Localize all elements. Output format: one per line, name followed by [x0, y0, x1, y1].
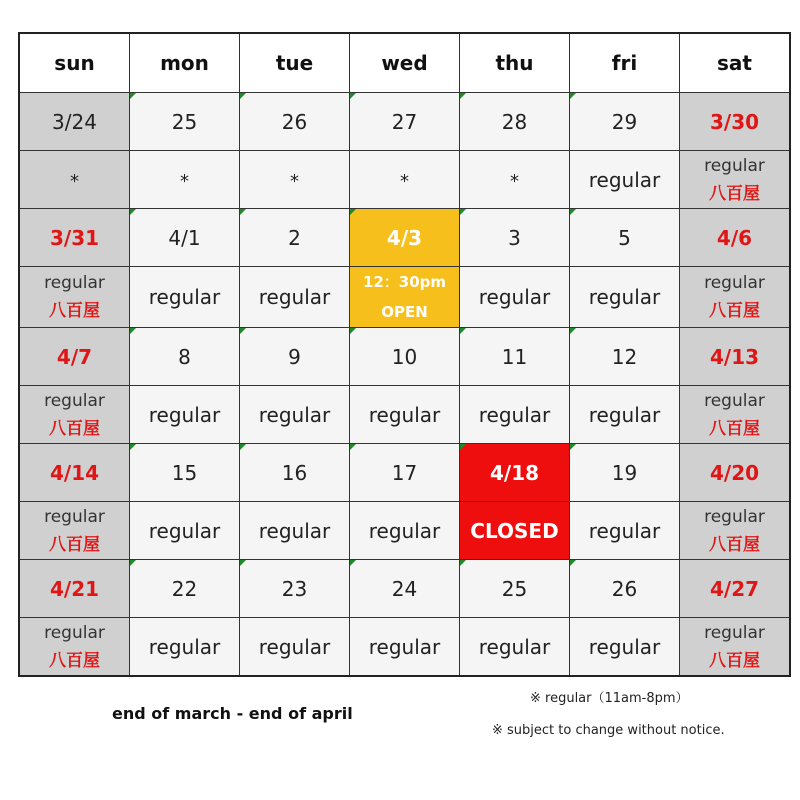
date-label: 2 [288, 225, 301, 250]
date-cell[interactable] [570, 444, 680, 502]
date-label: 8 [178, 344, 191, 369]
asterisk-marker: * [180, 170, 189, 192]
date-cell[interactable] [570, 93, 680, 151]
corner-marker-icon [130, 444, 136, 450]
schedule-cell [350, 151, 460, 209]
regular-label: regular [258, 402, 331, 427]
date-label: 29 [611, 109, 638, 134]
date-label: 28 [501, 109, 528, 134]
date-label: 10 [391, 344, 418, 369]
corner-marker-icon [460, 444, 466, 450]
corner-marker-icon [350, 328, 356, 334]
date-cell[interactable]: 3/31 [19, 209, 130, 267]
date-cell[interactable] [240, 444, 350, 502]
date-label: 9 [288, 344, 301, 369]
schedule-cell [240, 502, 350, 560]
regular-label: regular [588, 634, 661, 659]
asterisk-marker: * [400, 170, 409, 192]
schedule-cell [460, 151, 570, 209]
date-cell[interactable] [240, 209, 350, 267]
date-label: 15 [171, 460, 198, 485]
date-cell[interactable]: 3/30 [680, 93, 791, 151]
regular-label: regular [44, 622, 105, 643]
regular-label: regular [368, 518, 441, 543]
corner-marker-icon [240, 444, 246, 450]
change-notice: ※ subject to change without notice. [492, 723, 725, 738]
date-cell[interactable] [460, 560, 570, 618]
date-cell[interactable] [130, 93, 240, 151]
date-row [19, 209, 790, 267]
date-label: 4/1 [168, 225, 201, 250]
date-label: 11 [501, 344, 528, 369]
greengrocer-label: 八百屋 [49, 534, 100, 555]
date-cell[interactable]: 4/6 [680, 209, 791, 267]
greengrocer-label: 八百屋 [709, 650, 760, 671]
corner-marker-icon [240, 209, 246, 215]
date-label: 26 [281, 109, 308, 134]
date-cell[interactable] [460, 209, 570, 267]
regular-label: regular [588, 518, 661, 543]
schedule-row [19, 502, 790, 560]
date-cell[interactable] [350, 560, 460, 618]
date-cell[interactable] [460, 444, 570, 502]
corner-marker-icon [350, 93, 356, 99]
corner-marker-icon [130, 209, 136, 215]
regular-label: regular [704, 390, 765, 411]
date-label: 19 [611, 460, 638, 485]
corner-marker-icon [240, 93, 246, 99]
date-cell[interactable] [570, 328, 680, 386]
date-label: 26 [611, 576, 638, 601]
date-label: 25 [171, 109, 198, 134]
schedule-cell [570, 502, 680, 560]
weekday-header-sun: sun [19, 33, 130, 93]
date-cell[interactable] [570, 209, 680, 267]
regular-label: regular [148, 518, 221, 543]
corner-marker-icon [130, 328, 136, 334]
greengrocer-label: 八百屋 [709, 183, 760, 204]
weekday-header-thu: thu [460, 33, 570, 93]
corner-marker-icon [350, 560, 356, 566]
open-label: OPEN [381, 303, 428, 321]
date-cell[interactable] [350, 444, 460, 502]
date-label: 12 [611, 344, 638, 369]
regular-label: regular [704, 273, 765, 293]
date-cell[interactable]: 4/14 [19, 444, 130, 502]
weekday-header-mon: mon [130, 33, 240, 93]
date-cell[interactable] [240, 560, 350, 618]
schedule-cell [130, 618, 240, 677]
regular-label: regular [704, 155, 765, 176]
date-cell[interactable] [350, 209, 460, 267]
corner-marker-icon [460, 93, 466, 99]
regular-hours-note: ※ regular（11am-8pm） [530, 691, 689, 706]
regular-label: regular [148, 402, 221, 427]
date-cell[interactable] [240, 328, 350, 386]
regular-label: regular [148, 634, 221, 659]
date-cell[interactable] [460, 328, 570, 386]
corner-marker-icon [350, 209, 356, 215]
regular-label: regular [588, 285, 661, 309]
schedule-cell [570, 151, 680, 209]
calendar-grid [18, 32, 791, 677]
corner-marker-icon [570, 444, 576, 450]
schedule-cell [350, 386, 460, 444]
schedule-cell [240, 267, 350, 328]
date-cell[interactable] [130, 444, 240, 502]
date-label: 5 [618, 225, 631, 250]
schedule-cell [19, 386, 130, 444]
date-label: 27 [391, 109, 418, 134]
corner-marker-icon [130, 560, 136, 566]
regular-label: regular [44, 506, 105, 527]
date-cell[interactable] [350, 93, 460, 151]
asterisk-marker: * [510, 170, 519, 192]
schedule-cell [570, 386, 680, 444]
corner-marker-icon [350, 444, 356, 450]
schedule-cell [19, 618, 130, 677]
date-label: 17 [391, 460, 418, 485]
date-cell[interactable] [130, 209, 240, 267]
schedule-cell [350, 618, 460, 677]
date-cell[interactable]: 4/20 [680, 444, 791, 502]
schedule-cell [570, 267, 680, 328]
open-time-label: 12：30pm [362, 273, 447, 291]
date-cell[interactable] [240, 93, 350, 151]
date-cell[interactable] [570, 560, 680, 618]
corner-marker-icon [570, 209, 576, 215]
corner-marker-icon [570, 328, 576, 334]
date-label: 25 [501, 576, 528, 601]
period-caption: end of march - end of april [112, 704, 353, 723]
schedule-cell [19, 267, 130, 328]
schedule-cell [460, 502, 570, 560]
regular-label: regular [588, 402, 661, 427]
schedule-cell [130, 151, 240, 209]
weekday-header-sat: sat [680, 33, 791, 93]
regular-label: regular [478, 285, 551, 309]
date-cell[interactable] [460, 93, 570, 151]
corner-marker-icon [130, 93, 136, 99]
greengrocer-label: 八百屋 [49, 650, 100, 671]
schedule-row [19, 386, 790, 444]
date-label: 22 [171, 576, 198, 601]
regular-label: regular [704, 622, 765, 643]
schedule-cell [680, 618, 791, 677]
date-cell[interactable] [350, 328, 460, 386]
weekday-header-wed: wed [350, 33, 460, 93]
corner-marker-icon [460, 328, 466, 334]
regular-label: regular [368, 402, 441, 427]
regular-label: regular [478, 634, 551, 659]
schedule-cell [240, 151, 350, 209]
regular-label: regular [148, 285, 221, 309]
date-label: 3 [508, 225, 521, 250]
date-label: 4/18 [489, 460, 540, 485]
regular-label: regular [44, 273, 105, 293]
date-cell[interactable]: 3/24 [19, 93, 130, 151]
schedule-cell [460, 386, 570, 444]
regular-label: regular [258, 285, 331, 309]
schedule-cell [680, 267, 791, 328]
schedule-cell [130, 502, 240, 560]
date-cell[interactable]: 4/27 [680, 560, 791, 618]
date-label: 23 [281, 576, 308, 601]
schedule-cell [570, 618, 680, 677]
asterisk-marker: * [290, 170, 299, 192]
date-label: 4/3 [386, 225, 423, 250]
date-row [19, 328, 790, 386]
corner-marker-icon [570, 93, 576, 99]
date-label: 16 [281, 460, 308, 485]
schedule-cell [130, 267, 240, 328]
weekday-header-fri: fri [570, 33, 680, 93]
date-cell[interactable] [130, 328, 240, 386]
corner-marker-icon [460, 209, 466, 215]
schedule-cell [240, 386, 350, 444]
regular-label: regular [588, 167, 661, 192]
weekday-header-tue: tue [240, 33, 350, 93]
schedule-cell [460, 267, 570, 328]
asterisk-marker: * [70, 170, 79, 192]
greengrocer-label: 八百屋 [709, 301, 760, 321]
schedule-cell [680, 502, 791, 560]
regular-label: regular [258, 634, 331, 659]
schedule-cell [19, 502, 130, 560]
schedule-row [19, 618, 790, 677]
regular-label: regular [478, 402, 551, 427]
corner-marker-icon [570, 560, 576, 566]
date-cell[interactable]: 4/21 [19, 560, 130, 618]
schedule-row [19, 151, 790, 209]
schedule-cell [460, 618, 570, 677]
greengrocer-label: 八百屋 [709, 418, 760, 439]
date-label: 24 [391, 576, 418, 601]
schedule-cell [350, 502, 460, 560]
schedule-cell [350, 267, 460, 328]
regular-label: regular [368, 634, 441, 659]
corner-marker-icon [460, 560, 466, 566]
schedule-cell [240, 618, 350, 677]
date-cell[interactable]: 4/7 [19, 328, 130, 386]
regular-label: regular [44, 390, 105, 411]
schedule-cell [680, 151, 791, 209]
corner-marker-icon [240, 560, 246, 566]
date-row [19, 93, 790, 151]
greengrocer-label: 八百屋 [49, 301, 100, 321]
schedule-cell [19, 151, 130, 209]
date-cell[interactable] [130, 560, 240, 618]
date-row [19, 444, 790, 502]
schedule-cell [130, 386, 240, 444]
regular-label: regular [704, 506, 765, 527]
weekday-header-row [19, 33, 790, 93]
corner-marker-icon [240, 328, 246, 334]
date-row [19, 560, 790, 618]
greengrocer-label: 八百屋 [709, 534, 760, 555]
regular-label: regular [258, 518, 331, 543]
schedule-cell [680, 386, 791, 444]
date-cell[interactable]: 4/13 [680, 328, 791, 386]
greengrocer-label: 八百屋 [49, 418, 100, 439]
closed-label: CLOSED [470, 518, 559, 543]
schedule-row [19, 267, 790, 328]
